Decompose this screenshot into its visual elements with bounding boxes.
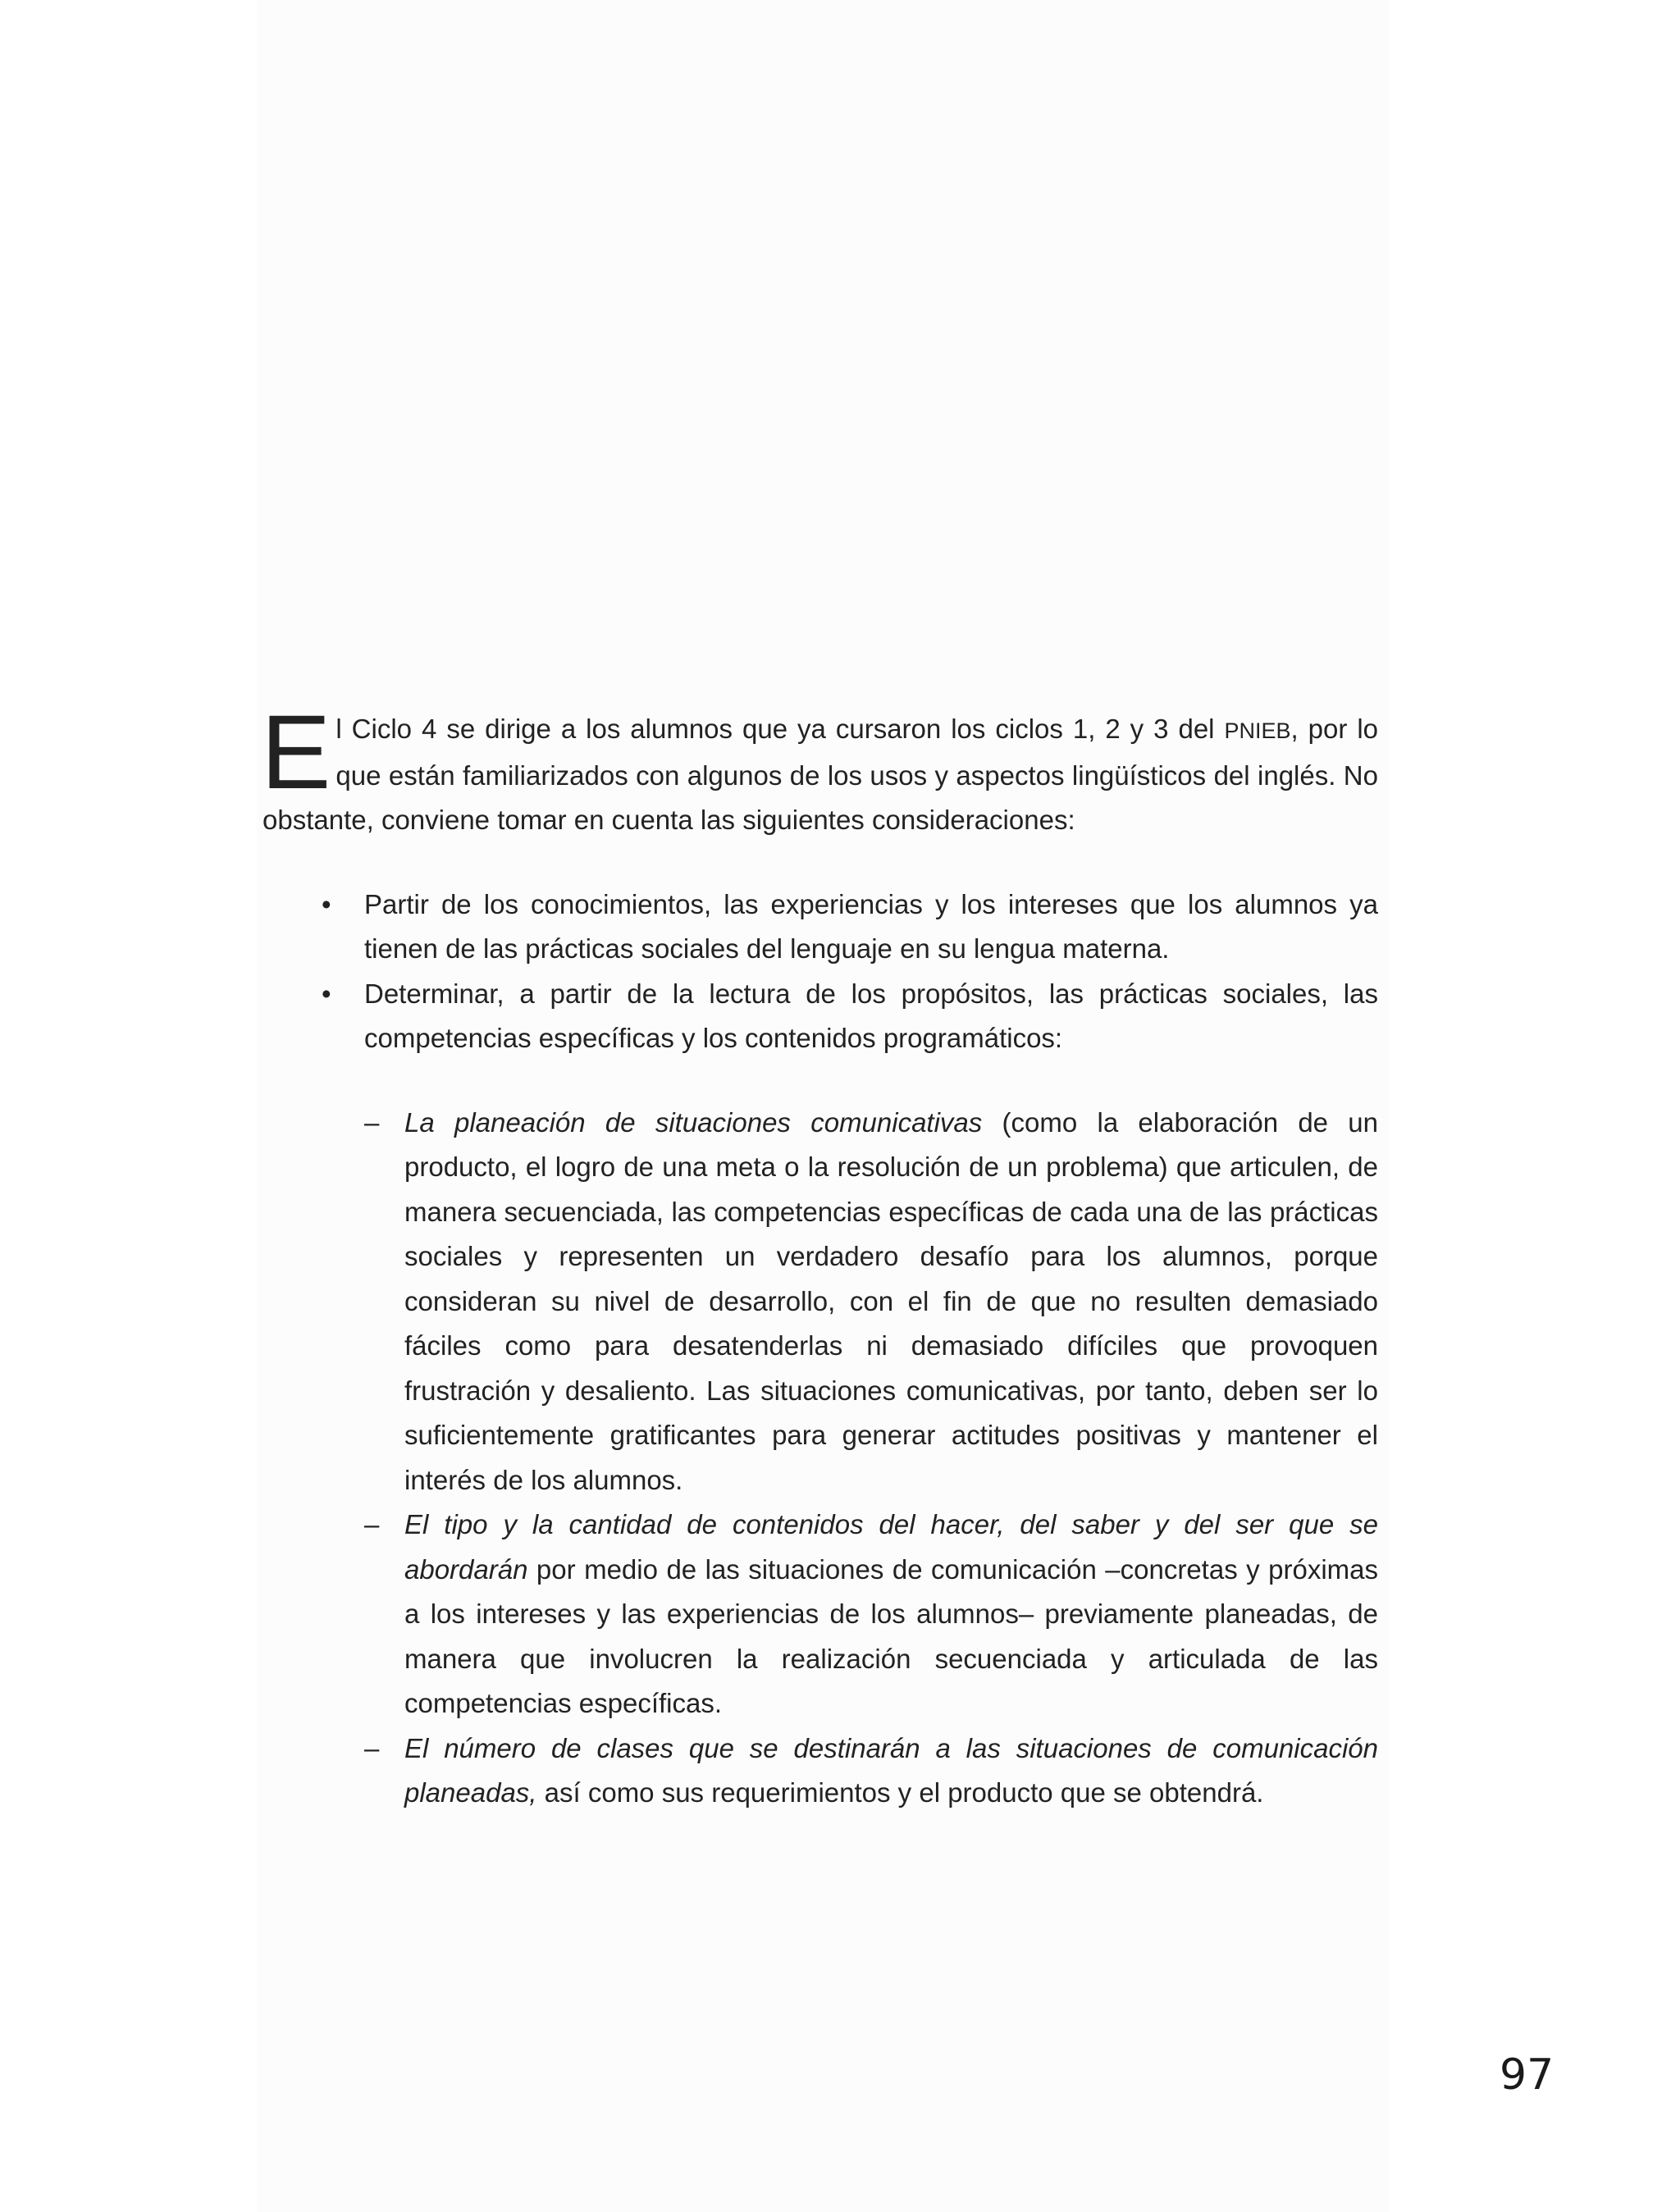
sublist-item-text: así como sus requerimientos y el producto que se obtendrá.: [536, 1777, 1264, 1808]
page-number: 97: [1500, 2050, 1554, 2100]
list-item-text: Partir de los conocimientos, las experiencias y los intereses que los alumnos ya tienen de las prácticas sociales del lenguaje en su lengua materna.: [364, 888, 1378, 964]
sublist-item-emphasis: La planeación de situaciones comunicativas: [404, 1106, 983, 1138]
acronym-pnieb: PNIEB: [1224, 718, 1291, 743]
list-item: [262, 883, 1378, 972]
planning-sublist: [262, 1101, 1378, 1816]
body-text: [261, 694, 1379, 1816]
drop-cap: E: [261, 694, 331, 811]
intro-text-start: l Ciclo 4 se dirige a los alumnos que ya cursaron los ciclos 1, 2 y 3 del: [336, 714, 1225, 744]
bullet-icon: •: [322, 888, 331, 919]
sublist-item: [262, 1101, 1378, 1503]
sublist-item-text: por medio de las situaciones de comunicación –concretas y próximas a los intereses y las experiencias de los alumnos– previamente planeadas, de manera que involucren la realización secuenciada y articulada de las competencias específicas.: [404, 1553, 1378, 1718]
list-item: [262, 972, 1378, 1061]
sublist-item-emphasis: El tipo y la cantidad de contenidos del hacer, del saber y del ser que se abordarán: [404, 1509, 1378, 1585]
sublist-item: [262, 1726, 1378, 1816]
bullet-icon: •: [322, 978, 331, 1009]
dash-icon: –: [364, 1732, 380, 1763]
dash-icon: –: [364, 1106, 380, 1138]
considerations-list: [262, 883, 1378, 1061]
dash-icon: –: [364, 1509, 380, 1539]
sublist-item-emphasis: El número de clases que se destinarán a las situaciones de comunicación planeadas,: [404, 1732, 1378, 1808]
intro-text-end: , por lo que están familiarizados con algunos de los usos y aspectos lingüísticos del inglés. No obstante, conviene tomar en cuenta las siguientes consideraciones:: [262, 714, 1379, 835]
intro-paragraph: [261, 694, 1379, 843]
sublist-item-text: (como la elaboración de un producto, el logro de una meta o la resolución de un problema) que articulen, de manera secuenciada, las competencias específicas de cada una de las prácticas sociales y representen un verdadero desafío para los alumnos, porque consideran su nivel de desarrollo, con el fin de que no resulten demasiado fáciles como para desatenderlas ni demasiado difíciles que provoquen frustración y desaliento. Las situaciones comunicativas, por tanto, deben ser lo suficientemente gratificantes para generar actitudes positivas y mantener el interés de los alumnos.: [404, 1106, 1378, 1495]
list-item-text: Determinar, a partir de la lectura de los propósitos, las prácticas sociales, las competencias específicas y los contenidos programáticos:: [364, 978, 1378, 1053]
sublist-item: [262, 1503, 1378, 1726]
